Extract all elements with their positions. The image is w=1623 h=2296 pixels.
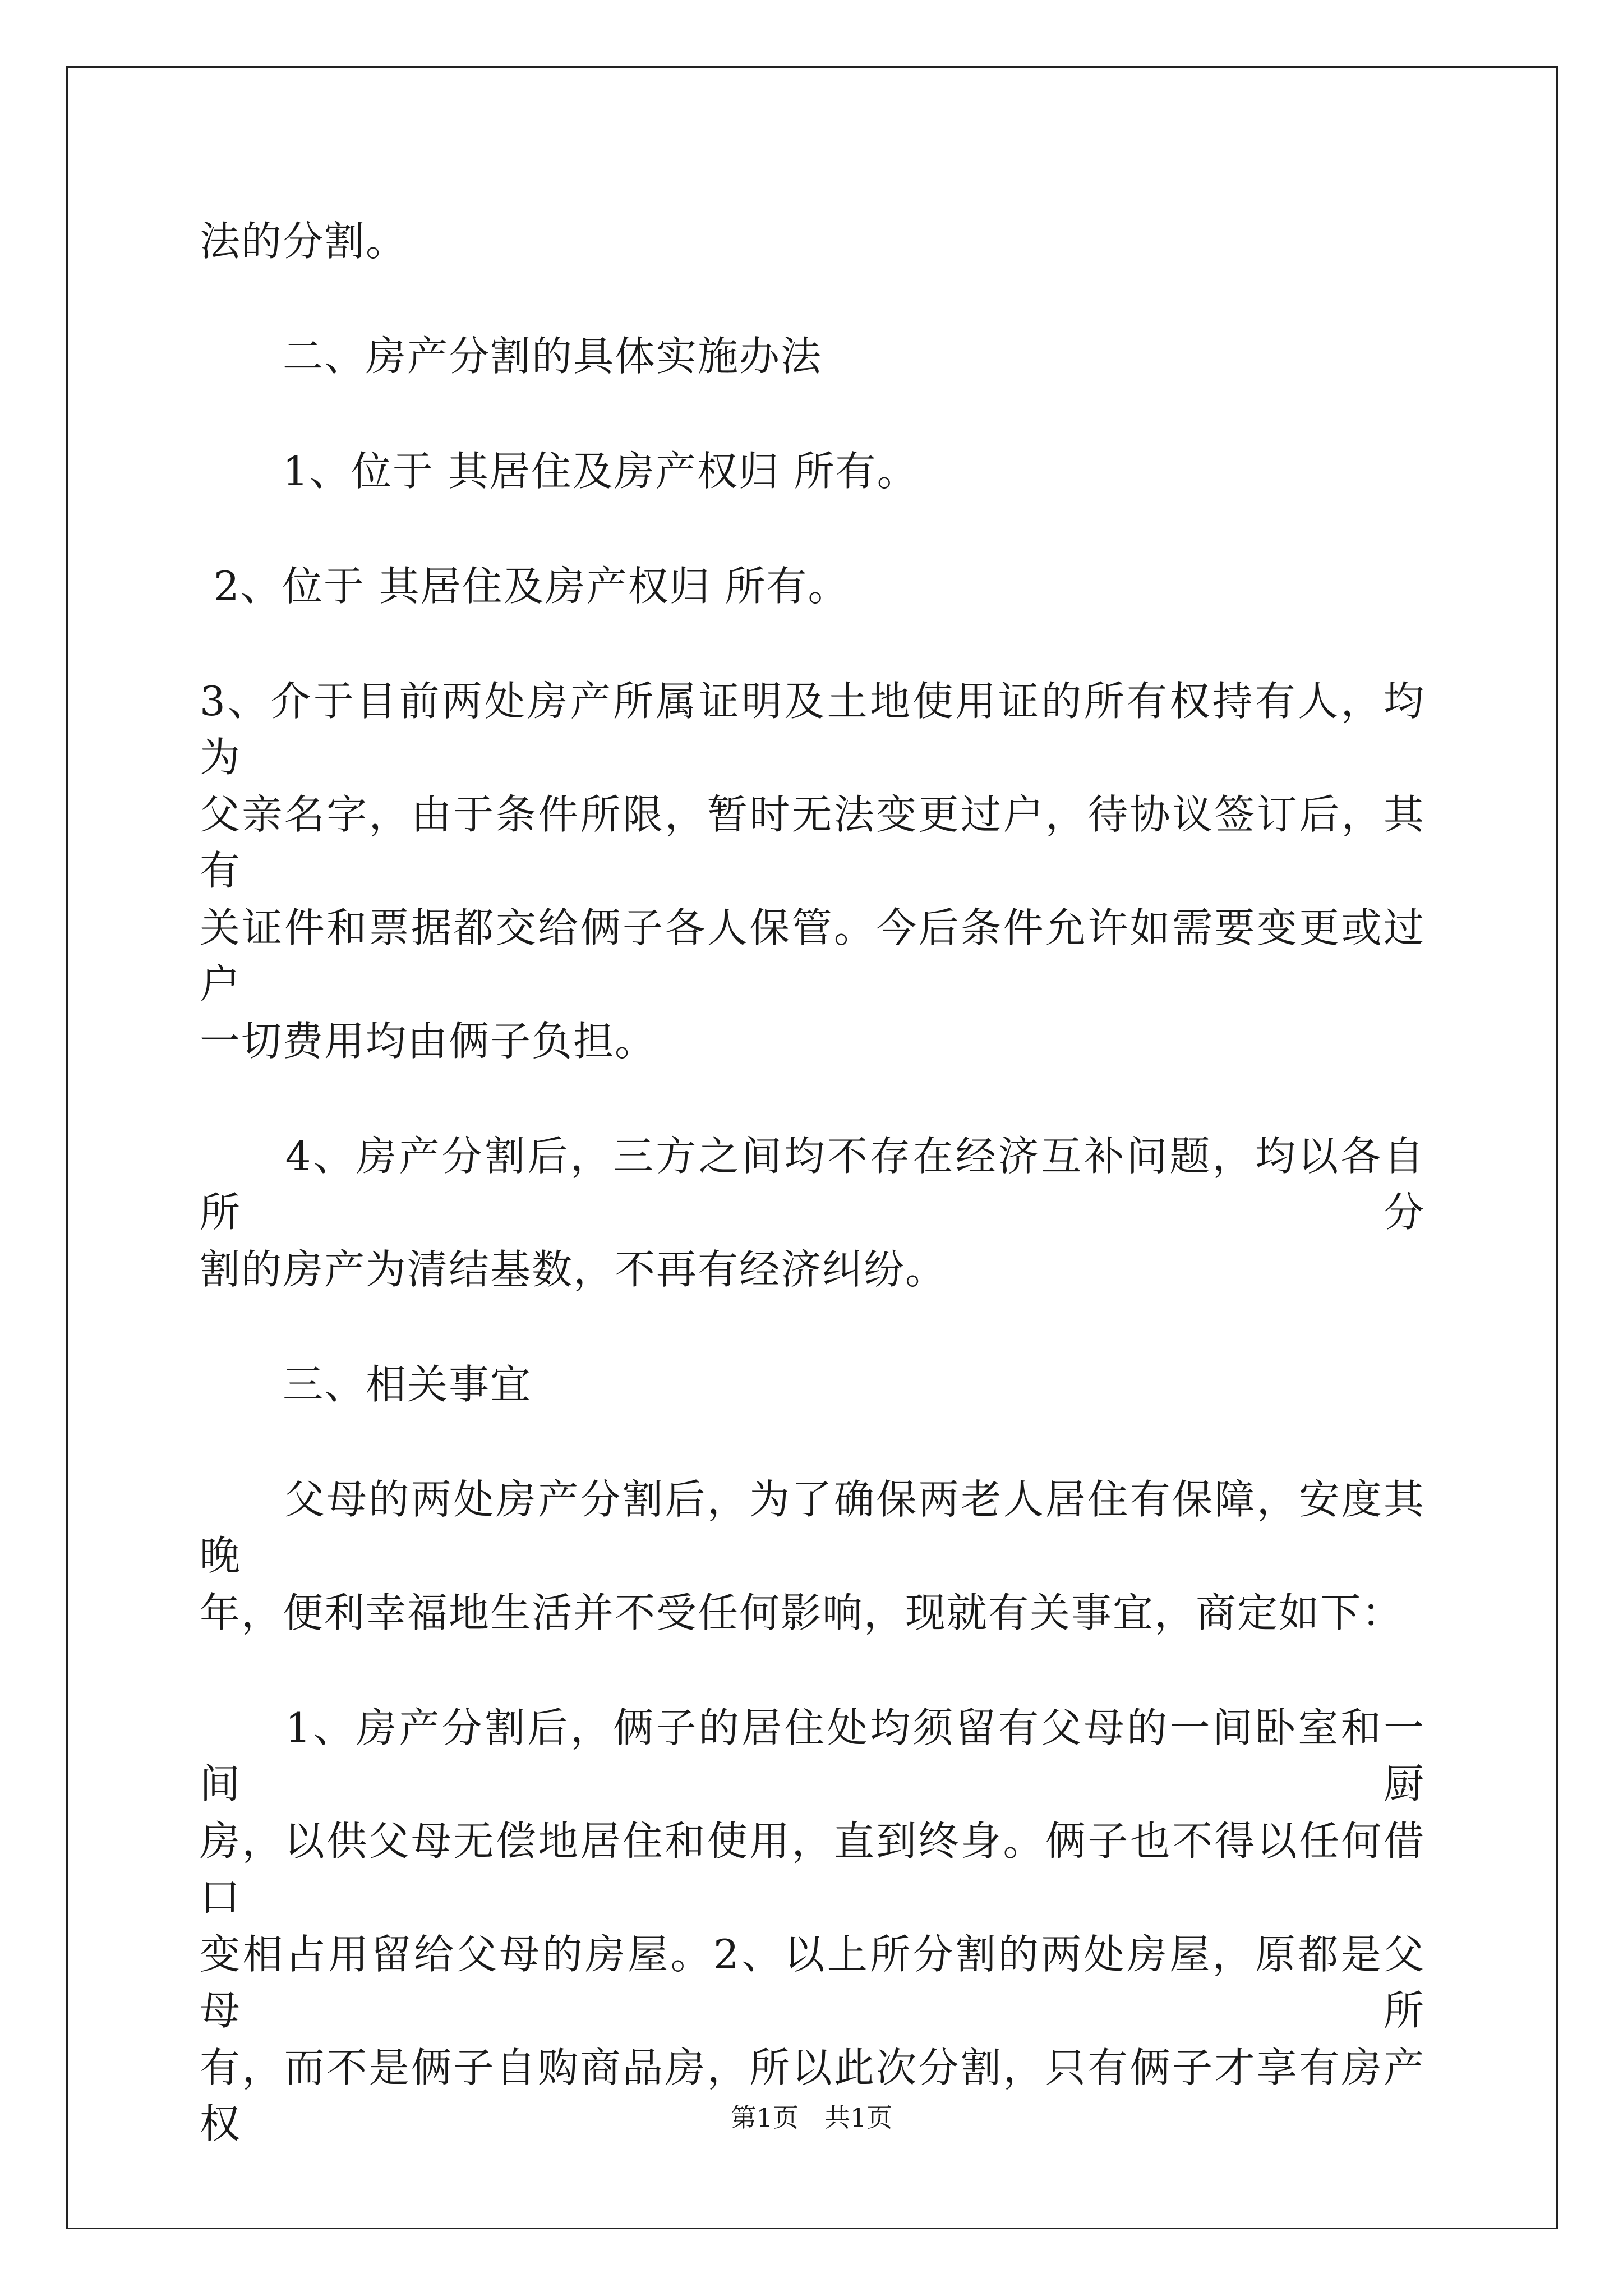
text-line: 4、房产分割后，三方之间均不存在经济互补问题，均以各自所分 [200,1133,1425,1236]
page-number: 第1页 共1页 [730,2102,893,2133]
text-line: 关证件和票据都交给俩子各人保管。今后条件允许如需要变更或过户 [200,904,1425,1007]
text-line: 法的分割。 [200,218,408,265]
text-line: 父母的两处房产分割后，为了确保两老人居住有保障，安度其晚 [200,1476,1425,1579]
section-heading: 二、房产分割的具体实施办法 [200,333,823,380]
text-line: 1、房产分割后，俩子的居住处均须留有父母的一间卧室和一间厨 [200,1704,1425,1807]
section-heading: 三、相关事宜 [200,1361,532,1408]
text-line: 2、位于 其居住及房产权归 所有。 [200,563,850,610]
text-line: 年，便利幸福地生活并不受任何影响，现就有关事宜，商定如下： [200,1589,1404,1636]
text-line: 有，而不是俩子自购商品房，所以此次分割，只有俩子才享有房产权 [200,2044,1425,2147]
text-line: 变相占用留给父母的房屋。2、以上所分割的两处房屋，原都是父母所 [200,1931,1425,2034]
text-line: 3、介于目前两处房产所属证明及土地使用证的所有权持有人，均为 [200,678,1425,781]
text-line: 割的房产为清结基数，不再有经济纠纷。 [200,1246,947,1293]
text-line: 一切费用均由俩子负担。 [200,1018,657,1065]
text-line: 1、位于 其居住及房产权归 所有。 [200,448,919,495]
text-line: 房，以供父母无偿地居住和使用，直到终身。俩子也不得以任何借口 [200,1818,1425,1921]
text-line: 父亲名字，由于条件所限，暂时无法变更过户，待协议签订后，其有 [200,791,1425,894]
